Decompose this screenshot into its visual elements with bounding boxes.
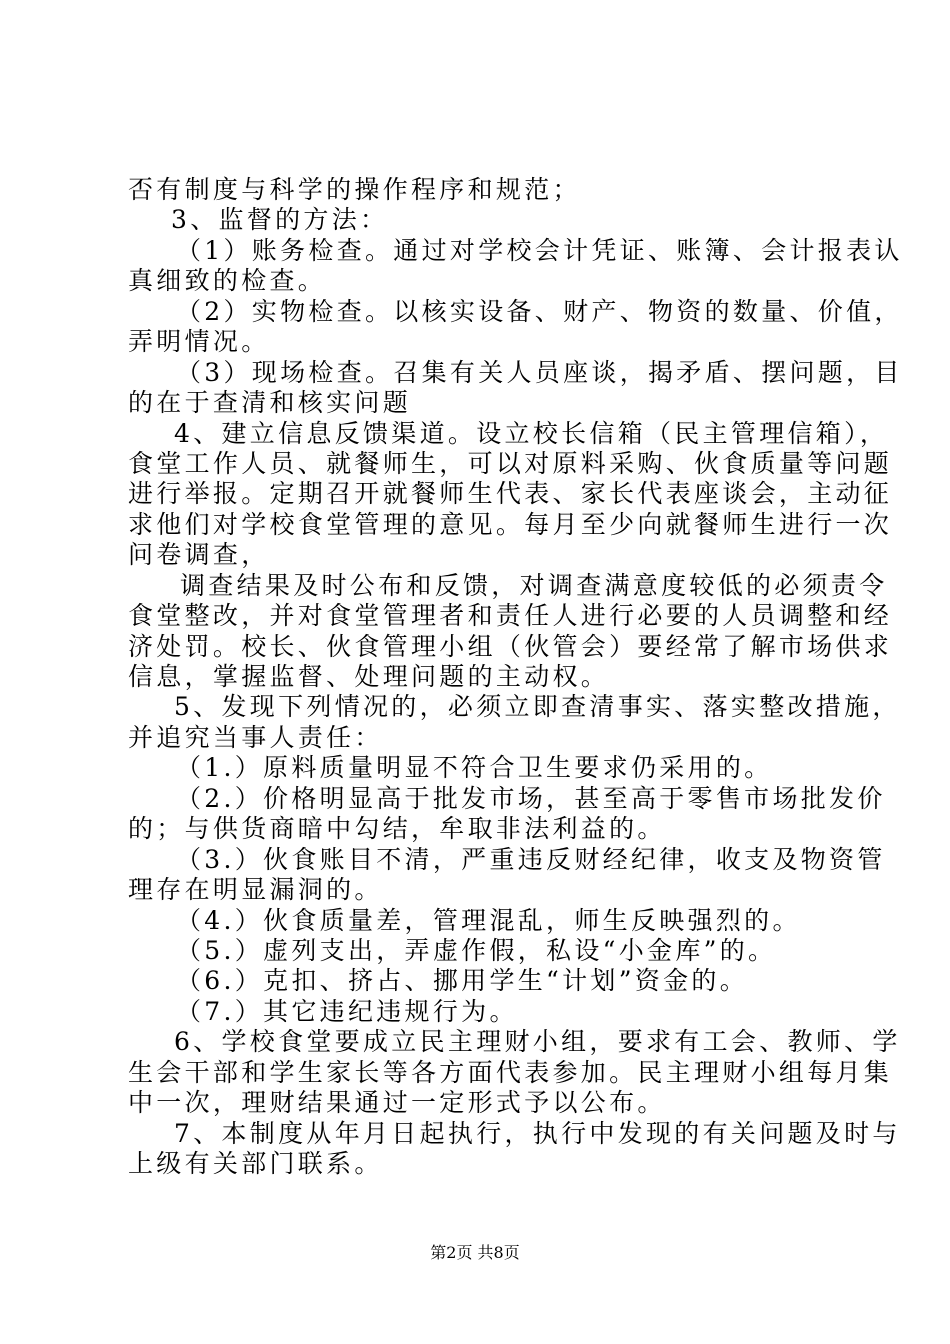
text-line: （1）账务检查。通过对学校会计凭证、账簿、会计报表认 <box>176 236 903 265</box>
text-line: 进行举报。定期召开就餐师生代表、家长代表座谈会，主动征 <box>128 479 893 508</box>
text-line: 4、建立信息反馈渠道。设立校长信箱（民主管理信箱）， <box>174 419 889 448</box>
text-line: 6、学校食堂要成立民主理财小组，要求有工会、教师、学 <box>174 1027 901 1056</box>
text-line: （2）实物检查。以核实设备、财产、物资的数量、价值， <box>176 297 903 326</box>
text-line: 调查结果及时公布和反馈，对调查满意度较低的必须责令 <box>180 571 888 600</box>
text-line: 生会干部和学生家长等各方面代表参加。民主理财小组每月集 <box>128 1058 893 1087</box>
text-line: 中一次，理财结果通过一定形式予以公布。 <box>128 1088 666 1117</box>
text-line: 3、监督的方法： <box>171 205 389 234</box>
text-line: 否有制度与科学的操作程序和规范； <box>128 175 581 204</box>
text-line: （6.）克扣、挤占、挪用学生“计划”资金的。 <box>176 966 749 995</box>
text-line: 并追究当事人责任： <box>128 723 383 752</box>
text-line: 食堂整改，并对食堂管理者和责任人进行必要的人员调整和经 <box>128 601 893 630</box>
text-line: 问卷调查， <box>128 540 270 569</box>
text-line: 5、发现下列情况的，必须立即查清事实、落实整改措施， <box>174 692 901 721</box>
text-line: （1.）原料质量明显不符合卫生要求仍采用的。 <box>176 753 773 782</box>
text-line: 7、本制度从年月日起执行，执行中发现的有关问题及时与 <box>174 1119 901 1148</box>
text-line: （5.）虚列支出，弄虚作假，私设“小金库”的。 <box>176 936 777 965</box>
text-line: 弄明情况。 <box>128 327 270 356</box>
text-line: 的；与供货商暗中勾结，牟取非法利益的。 <box>128 814 666 843</box>
text-line: （7.）其它违纪违规行为。 <box>176 997 518 1026</box>
text-line: （3）现场检查。召集有关人员座谈，揭矛盾、摆问题，目 <box>176 358 903 387</box>
text-line: （4.）伙食质量差，管理混乱，师生反映强烈的。 <box>176 906 801 935</box>
text-line: 真细致的检查。 <box>128 266 327 295</box>
text-line: 食堂工作人员、就餐师生，可以对原料采购、伙食质量等问题 <box>128 449 893 478</box>
text-line: 理存在明显漏洞的。 <box>128 875 383 904</box>
text-line: （2.）价格明显高于批发市场，甚至高于零售市场批发价 <box>176 784 886 813</box>
text-line: 信息，掌握监督、处理问题的主动权。 <box>128 662 610 691</box>
text-line: 济处罚。校长、伙食管理小组（伙管会）要经常了解市场供求 <box>128 632 893 661</box>
text-line: 求他们对学校食堂管理的意见。每月至少向就餐师生进行一次 <box>128 510 893 539</box>
text-line: （3.）伙食账目不清，严重违反财经纪律，收支及物资管 <box>176 845 886 874</box>
page-number: 第2页 共8页 <box>430 1243 520 1262</box>
text-line: 上级有关部门联系。 <box>128 1149 383 1178</box>
text-line: 的在于查清和核实问题 <box>128 388 412 417</box>
